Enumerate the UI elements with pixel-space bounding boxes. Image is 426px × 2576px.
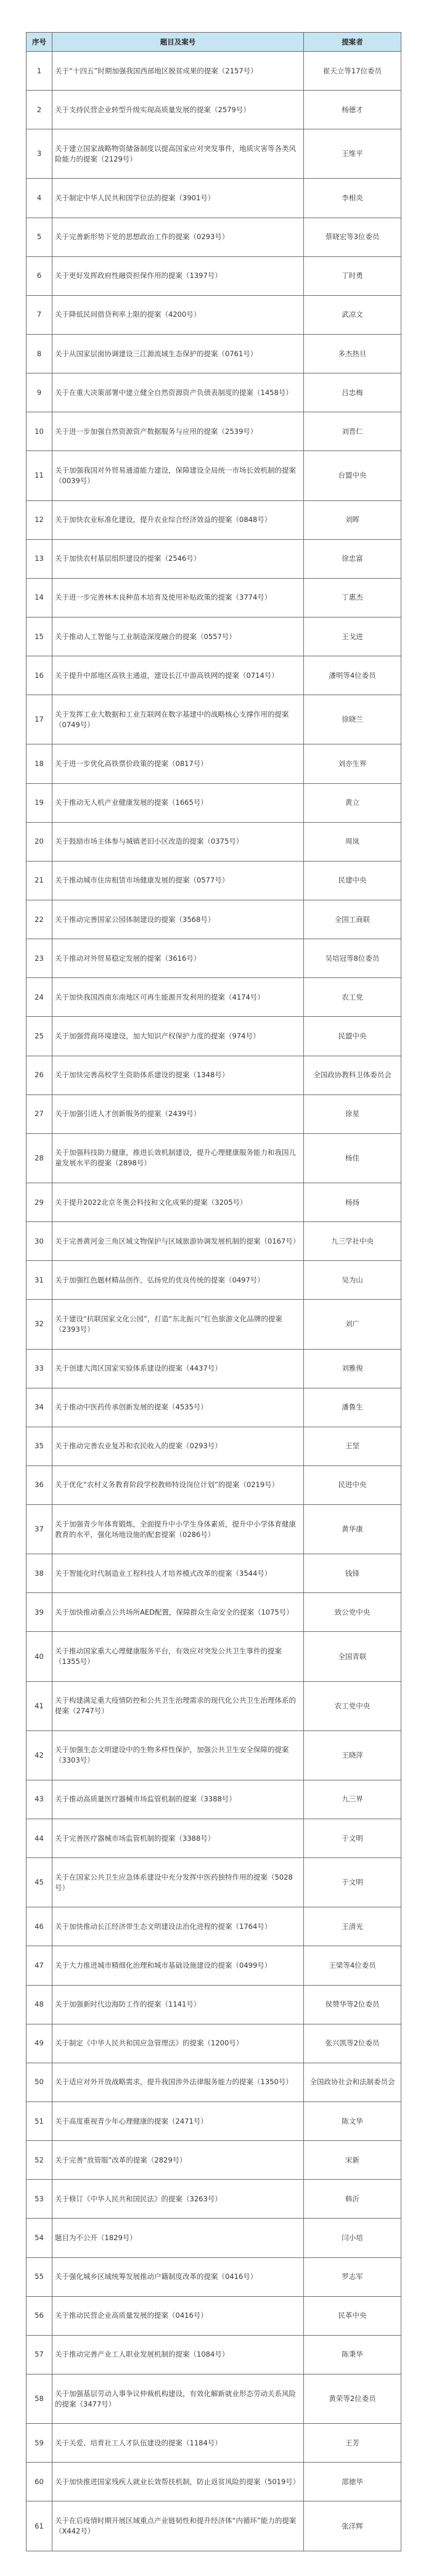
table-row <box>27 617 401 656</box>
row-number: 16 <box>27 656 52 695</box>
row-number: 54 <box>27 2219 52 2257</box>
table-row <box>27 1554 401 1593</box>
table-row <box>27 1985 401 2024</box>
table-row <box>27 2063 401 2101</box>
row-title: 关于在后疫情时期开展区域重点产业链韧性和提升经济体“内循环”能力的提案（X442号） <box>52 2501 304 2551</box>
row-title: 关于推动国家重大心理健康服务平台，有效应对突发公共卫生事件的提案（1355号） <box>52 1632 304 1681</box>
row-proposer: 刘广 <box>304 1300 401 1349</box>
table-row <box>27 1858 401 1907</box>
row-proposer: 崔天立等17位委员 <box>304 52 401 91</box>
row-number: 36 <box>27 1465 52 1504</box>
table-row <box>27 656 401 695</box>
row-title: 关于推动高质量医疗器械市场监管机制的提案（3388号） <box>52 1780 304 1819</box>
table-row <box>27 1593 401 1632</box>
row-proposer: 民建中央 <box>304 861 401 900</box>
row-proposer: 王戈进 <box>304 617 401 656</box>
table-row <box>27 2141 401 2180</box>
row-proposer: 罗志军 <box>304 2257 401 2296</box>
row-title: 关于关爱、培育社工人才队伍建设的提案（1184号） <box>52 2424 304 2463</box>
row-number: 53 <box>27 2180 52 2219</box>
row-proposer: 侯赞华等2位委员 <box>304 1985 401 2024</box>
row-proposer: 宋新 <box>304 2141 401 2180</box>
row-title: 关于降低民间借贷利率上限的提案（4200号） <box>52 295 304 334</box>
row-number: 58 <box>27 2374 52 2424</box>
table-row <box>27 1183 401 1221</box>
row-number: 48 <box>27 1985 52 2024</box>
row-number: 50 <box>27 2063 52 2101</box>
row-proposer: 刘晋仁 <box>304 412 401 451</box>
row-number: 40 <box>27 1632 52 1681</box>
header-proposer: 提案者 <box>304 33 401 52</box>
row-proposer: 农工党 <box>304 978 401 1017</box>
row-proposer: 黄荣等2位委员 <box>304 2374 401 2424</box>
row-title: 关于适应对外开放战略需求，提升我国涉外法律服务能力的提案（1350号） <box>52 2063 304 2101</box>
row-proposer: 民盟中央 <box>304 1017 401 1056</box>
row-title: 关于推动无人机产业健康发展的提案（1665号） <box>52 783 304 822</box>
row-proposer: 黄华康 <box>304 1505 401 1554</box>
table-row <box>27 334 401 373</box>
row-number: 22 <box>27 900 52 939</box>
row-title: 关于创建大湾区国家实验体系建设的提案（4437号） <box>52 1349 304 1388</box>
row-proposer: 农工党中央 <box>304 1681 401 1730</box>
row-title: 关于发挥工业大数据和工业互联网在数字基建中的战略核心支撑作用的提案（0749号） <box>52 695 304 744</box>
row-proposer: 刘亦生界 <box>304 744 401 783</box>
row-proposer: 丁时勇 <box>304 256 401 295</box>
table-row <box>27 1300 401 1349</box>
row-proposer: 杨扬 <box>304 1183 401 1221</box>
row-title: 关于推动完善国家公园体制建设的提案（3568号） <box>52 900 304 939</box>
row-title: 题目为不公开（1829号） <box>52 2219 304 2257</box>
row-number: 38 <box>27 1554 52 1593</box>
row-proposer: 潘明等4位委员 <box>304 656 401 695</box>
row-title: 关于加强我国对外贸易通道能力建设，保障建设全局统一市场长效机制的提案（0039号） <box>52 451 304 500</box>
row-title: 关于推动城市住房租赁市场健康发展的提案（0577号） <box>52 861 304 900</box>
table-row <box>27 1946 401 1985</box>
row-number: 14 <box>27 578 52 617</box>
table-row <box>27 744 401 783</box>
row-title: 关于完善黄河金三角区域文物保护与区域旅游协调发展机制的提案（0167号） <box>52 1222 304 1261</box>
row-proposer: 王梁等4位委员 <box>304 1946 401 1985</box>
table-row <box>27 1388 401 1427</box>
table-row <box>27 2296 401 2335</box>
table-row <box>27 978 401 1017</box>
row-title: 关于提升2022北京冬奥会科技和文化成果的提案（3205号） <box>52 1183 304 1221</box>
row-title: 关于加强青少年体育锻炼，全面提升中小学生身体素质，提升中小学体育健康教育的水平，强化场地设施的配套提案（0286号） <box>52 1505 304 1554</box>
row-proposer: 闫小培 <box>304 2219 401 2257</box>
row-title: 关于修订《中华人民共和国民法》的提案（3263号） <box>52 2180 304 2219</box>
table-row <box>27 2180 401 2219</box>
row-number: 51 <box>27 2102 52 2141</box>
row-number: 2 <box>27 91 52 129</box>
row-number: 30 <box>27 1222 52 1261</box>
row-proposer: 王维平 <box>304 129 401 179</box>
row-proposer: 张洋辉 <box>304 2501 401 2551</box>
row-number: 55 <box>27 2257 52 2296</box>
row-number: 57 <box>27 2335 52 2374</box>
row-number: 24 <box>27 978 52 1017</box>
row-title: 关于推动完善农业复苏和农民收入的提案（0293号） <box>52 1427 304 1465</box>
row-title: 关于推动对外贸易稳定发展的提案（3616号） <box>52 939 304 978</box>
table-row <box>27 2335 401 2374</box>
row-proposer: 王坚 <box>304 1427 401 1465</box>
row-title: 关于“十四五”时期加强我国西部地区脱贫成果的提案（2157号） <box>52 52 304 91</box>
table-row <box>27 900 401 939</box>
row-proposer: 蔡晓宏等3位委员 <box>304 218 401 256</box>
row-title: 关于更好发挥政府性融资担保作用的提案（1397号） <box>52 256 304 295</box>
table-row <box>27 373 401 412</box>
row-number: 17 <box>27 695 52 744</box>
row-number: 1 <box>27 52 52 91</box>
table-row <box>27 256 401 295</box>
table-row <box>27 2219 401 2257</box>
row-number: 35 <box>27 1427 52 1465</box>
row-proposer: 徐晓兰 <box>304 695 401 744</box>
row-number: 6 <box>27 256 52 295</box>
table-row <box>27 822 401 861</box>
row-proposer: 王清光 <box>304 1907 401 1946</box>
row-number: 32 <box>27 1300 52 1349</box>
row-title: 关于推动人工智能与工业制造深度融合的提案（0557号） <box>52 617 304 656</box>
row-proposer: 全国政协教科卫体委员会 <box>304 1056 401 1094</box>
row-title: 关于加强基层劳动人事争议仲裁机构建设，有效化解新就业形态劳动关系风险的提案（3477号） <box>52 2374 304 2424</box>
row-number: 20 <box>27 822 52 861</box>
row-title: 关于制定中华人民共和国学位法的提案（3901号） <box>52 179 304 218</box>
table-row <box>27 2102 401 2141</box>
row-title: 关于建立国家战略物资储备制度以提高国家应对突发事件，地质灾害等各类风险能力的提案（2129号） <box>52 129 304 179</box>
table-row <box>27 861 401 900</box>
row-number: 13 <box>27 539 52 578</box>
row-proposer: 徐星 <box>304 1094 401 1133</box>
header-title: 题目及案号 <box>52 33 304 52</box>
row-title: 关于加快推动长江经济带生态文明建设法治化进程的提案（1764号） <box>52 1907 304 1946</box>
row-proposer: 陈文华 <box>304 2102 401 2141</box>
row-number: 39 <box>27 1593 52 1632</box>
row-proposer: 韩沂 <box>304 2180 401 2219</box>
row-number: 18 <box>27 744 52 783</box>
table-row <box>27 783 401 822</box>
row-title: 关于加强科技助力健康，推进长效机制建设，提升心理健康服务能力和我国儿童发展水平的提案（2898号） <box>52 1133 304 1183</box>
row-title: 关于构建满足重大疫情防控和公共卫生治理需求的现代化公共卫生治理体系的提案（2747号） <box>52 1681 304 1730</box>
table-row <box>27 1261 401 1300</box>
row-proposer: 周岚 <box>304 822 401 861</box>
row-number: 41 <box>27 1681 52 1730</box>
table-row <box>27 2463 401 2501</box>
row-title: 关于完善医疗器械市场监管机制的提案（3388号） <box>52 1819 304 1858</box>
row-proposer: 全国工商联 <box>304 900 401 939</box>
row-number: 23 <box>27 939 52 978</box>
row-proposer: 王晓萍 <box>304 1730 401 1780</box>
row-number: 42 <box>27 1730 52 1780</box>
table-row <box>27 1780 401 1819</box>
table-row <box>27 500 401 539</box>
row-proposer: 徐忠富 <box>304 539 401 578</box>
row-proposer: 黄立 <box>304 783 401 822</box>
table-row <box>27 2024 401 2063</box>
row-title: 关于加快农村基层组织建设的提案（2546号） <box>52 539 304 578</box>
row-proposer: 多杰热旦 <box>304 334 401 373</box>
row-title: 关于智能化时代制造业工程科技人才培养模式改革的提案（3544号） <box>52 1554 304 1593</box>
row-number: 27 <box>27 1094 52 1133</box>
row-number: 56 <box>27 2296 52 2335</box>
table-row <box>27 1017 401 1056</box>
row-proposer: 台盟中央 <box>304 451 401 500</box>
row-proposer: 张兴凯等2位委员 <box>304 2024 401 2063</box>
row-number: 31 <box>27 1261 52 1300</box>
row-number: 21 <box>27 861 52 900</box>
row-proposer: 于文明 <box>304 1819 401 1858</box>
row-number: 49 <box>27 2024 52 2063</box>
table-row <box>27 578 401 617</box>
row-title: 关于从国家层面协调建设三江源流域生态保护的提案（0761号） <box>52 334 304 373</box>
row-number: 9 <box>27 373 52 412</box>
row-proposer: 邵徳华 <box>304 2463 401 2501</box>
proposal-table <box>26 32 401 2551</box>
table-row <box>27 2501 401 2551</box>
row-title: 关于加强红色题材精品创作，弘扬党的优良传统的提案（0497号） <box>52 1261 304 1300</box>
row-title: 关于强化城乡区域统筹发展推动户籍制度改革的提案（0416号） <box>52 2257 304 2296</box>
row-title: 关于加快农业标准化建设，提升农业综合经济效益的提案（0848号） <box>52 500 304 539</box>
row-proposer: 全国青联 <box>304 1632 401 1681</box>
row-title: 关于完善“放管服”改革的提案（2829号） <box>52 2141 304 2180</box>
table-row <box>27 1632 401 1681</box>
row-number: 61 <box>27 2501 52 2551</box>
row-title: 关于建设“抗联国家文化公园”，打造“东北振兴”红色旅游文化品牌的提案（2393号） <box>52 1300 304 1349</box>
row-title: 关于加强新时代边海防工作的提案（1141号） <box>52 1985 304 2024</box>
table-row <box>27 1907 401 1946</box>
row-title: 关于进一步完善林木良种苗木培育及使用补贴政策的提案（3774号） <box>52 578 304 617</box>
row-title: 关于加强营商环境建设，加大知识产权保护力度的提案（974号） <box>52 1017 304 1056</box>
row-number: 43 <box>27 1780 52 1819</box>
table-row <box>27 1222 401 1261</box>
table-row <box>27 91 401 129</box>
table-header-row <box>27 33 401 52</box>
row-title: 关于大力推进城市精细化治理和城市基础设施建设的提案（0499号） <box>52 1946 304 1985</box>
table-row <box>27 451 401 500</box>
table-row <box>27 2374 401 2424</box>
header-num: 序号 <box>27 33 52 52</box>
table-row <box>27 1465 401 1504</box>
row-number: 4 <box>27 179 52 218</box>
row-number: 15 <box>27 617 52 656</box>
row-title: 关于在重大决策部署中建立健全自然资源资产负债表制度的提案（1458号） <box>52 373 304 412</box>
row-proposer: 刘雅俊 <box>304 1349 401 1388</box>
row-proposer: 致公党中央 <box>304 1593 401 1632</box>
row-number: 26 <box>27 1056 52 1094</box>
row-title: 关于加强生态文明建设中的生物多样性保护，加强公共卫生安全保障的提案（3303号） <box>52 1730 304 1780</box>
row-proposer: 刘晖 <box>304 500 401 539</box>
table-row <box>27 2424 401 2463</box>
row-title: 关于推动中医药传承创新发展的提案（4535号） <box>52 1388 304 1427</box>
row-title: 关于进一步加强自然资源资产数据服务与应用的提案（2539号） <box>52 412 304 451</box>
row-number: 60 <box>27 2463 52 2501</box>
row-number: 45 <box>27 1858 52 1907</box>
row-title: 关于制定《中华人民共和国应急管理法》的提案（1200号） <box>52 2024 304 2063</box>
table-row <box>27 1681 401 1730</box>
table-row <box>27 1133 401 1183</box>
table-row <box>27 939 401 978</box>
table-row <box>27 1056 401 1094</box>
row-number: 8 <box>27 334 52 373</box>
row-title: 关于推动民营企业高质量发展的提案（0416号） <box>52 2296 304 2335</box>
row-proposer: 九三学社中央 <box>304 1222 401 1261</box>
row-title: 关于完善新形势下党的思想政治工作的提案（0293号） <box>52 218 304 256</box>
row-title: 关于优化“农村义务教育阶段学校教师特设岗位计划”的提案（0219号） <box>52 1465 304 1504</box>
row-number: 28 <box>27 1133 52 1183</box>
row-title: 关于加快我国西南东南地区可再生能源开发利用的提案（4174号） <box>52 978 304 1017</box>
proposal-list-page <box>26 32 401 2551</box>
row-proposer: 杨德才 <box>304 91 401 129</box>
table-row <box>27 218 401 256</box>
row-proposer: 吴为山 <box>304 1261 401 1300</box>
row-title: 关于加快推进国家残疾人就业长效帮扶机制，防止返贫风险的提案（5019号） <box>52 2463 304 2501</box>
row-proposer: 陈秉华 <box>304 2335 401 2374</box>
row-number: 52 <box>27 2141 52 2180</box>
row-number: 5 <box>27 218 52 256</box>
row-proposer: 钱锋 <box>304 1554 401 1593</box>
table-row <box>27 129 401 179</box>
table-row <box>27 1819 401 1858</box>
row-number: 46 <box>27 1907 52 1946</box>
row-proposer: 潘鲁生 <box>304 1388 401 1427</box>
row-number: 12 <box>27 500 52 539</box>
row-number: 3 <box>27 129 52 179</box>
table-row <box>27 1730 401 1780</box>
row-title: 关于加强引进人才创新服务的提案（2439号） <box>52 1094 304 1133</box>
row-proposer: 民革中央 <box>304 2296 401 2335</box>
table-body <box>27 52 401 2551</box>
row-proposer: 吕忠梅 <box>304 373 401 412</box>
row-number: 59 <box>27 2424 52 2463</box>
row-proposer: 于文明 <box>304 1858 401 1907</box>
row-number: 25 <box>27 1017 52 1056</box>
table-row <box>27 695 401 744</box>
table-row <box>27 52 401 91</box>
row-title: 关于推动完善产业工人职业发展机制的提案（1084号） <box>52 2335 304 2374</box>
row-number: 7 <box>27 295 52 334</box>
row-number: 11 <box>27 451 52 500</box>
row-proposer: 民进中央 <box>304 1465 401 1504</box>
row-title: 关于进一步优化高铁票价政策的提案（0817号） <box>52 744 304 783</box>
table-row <box>27 1349 401 1388</box>
row-title: 关于加快完善高校学生资助体系建设的提案（1348号） <box>52 1056 304 1094</box>
table-row <box>27 179 401 218</box>
table-row <box>27 412 401 451</box>
row-proposer: 全国政协社会和法制委员会 <box>304 2063 401 2101</box>
row-number: 29 <box>27 1183 52 1221</box>
row-proposer: 杨佳 <box>304 1133 401 1183</box>
row-number: 10 <box>27 412 52 451</box>
row-title: 关于加快推动重点公共场所AED配置，保障群众生命安全的提案（1075号） <box>52 1593 304 1632</box>
table-row <box>27 1094 401 1133</box>
row-title: 关于在国家公共卫生应急体系建设中充分发挥中医药独特作用的提案（5028号） <box>52 1858 304 1907</box>
row-proposer: 李相炎 <box>304 179 401 218</box>
row-number: 44 <box>27 1819 52 1858</box>
table-row <box>27 1427 401 1465</box>
row-number: 19 <box>27 783 52 822</box>
row-title: 关于鼓励市场主体参与城镇老旧小区改造的提案（0375号） <box>52 822 304 861</box>
row-proposer: 王芳 <box>304 2424 401 2463</box>
row-proposer: 丁惠杰 <box>304 578 401 617</box>
row-number: 33 <box>27 1349 52 1388</box>
row-number: 34 <box>27 1388 52 1427</box>
row-title: 关于高度重视青少年心理健康的提案（2471号） <box>52 2102 304 2141</box>
row-title: 关于提升中部地区高铁主通道，建设长江中游高铁网的提案（0714号） <box>52 656 304 695</box>
row-proposer: 武凉文 <box>304 295 401 334</box>
row-number: 37 <box>27 1505 52 1554</box>
row-proposer: 吴培冠等8位委员 <box>304 939 401 978</box>
table-row <box>27 295 401 334</box>
row-title: 关于支持民营企业转型升级实现高质量发展的提案（2579号） <box>52 91 304 129</box>
table-row <box>27 2257 401 2296</box>
table-row <box>27 539 401 578</box>
row-number: 47 <box>27 1946 52 1985</box>
row-proposer: 九三界 <box>304 1780 401 1819</box>
table-row <box>27 1505 401 1554</box>
